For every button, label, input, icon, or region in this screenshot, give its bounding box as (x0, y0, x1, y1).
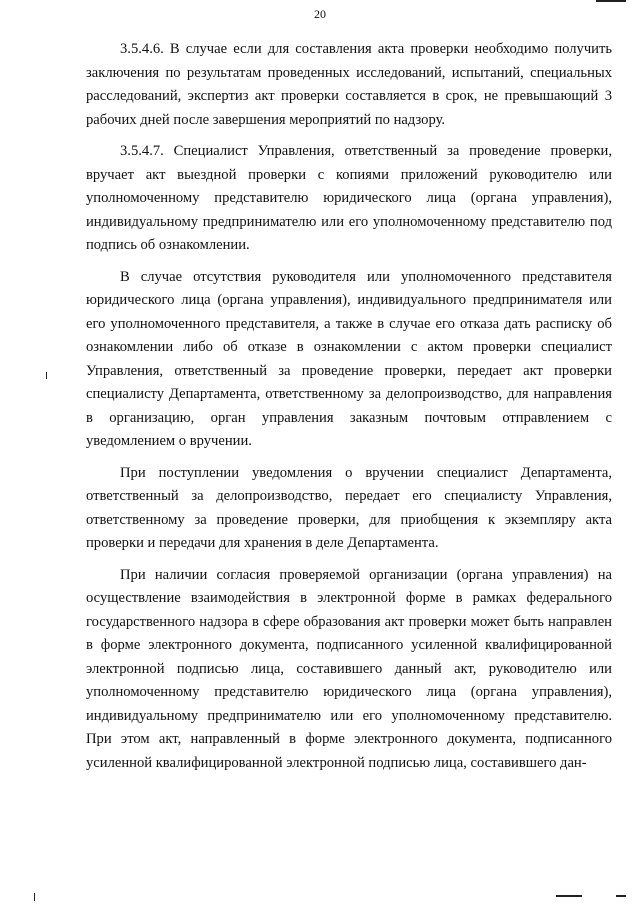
paragraph-3-5-4-6: 3.5.4.6. В случае если для составления акта проверки необходимо получить заключения по результатам проведенных исследований, испытаний, специальных расследований, экспертиз акт проверки составляется в срок, не превышающий 3 рабочих дней после завершения мероприятий по надзору. (86, 41, 612, 128)
scan-artifact-bottom-right (556, 895, 582, 897)
paragraph-absence-case: В случае отсутствия руководителя или уполномоченного представителя юридического лица (органа управления), индивидуального предпринимателя или его уполномоченного представителя, а также в случае его отказа дать расписку об ознакомлении либо об отказе в ознакомлении с актом проверки специалист Управления, ответственный за проведение проверки, передает акт проверки специалисту Департамента, ответственному за делопроизводство, для направления в организацию, орган управления заказным почтовым отправлением с уведомлением о вручении. (86, 268, 612, 449)
scan-artifact-left-margin (46, 372, 47, 379)
paragraph-electronic-form: При наличии согласия проверяемой организации (органа управления) на осуществление взаимодействия в электронной форме в рамках федерального государственного надзора в сфере образования акт проверки может быть направлен в форме электронного документа, подписанного усиленной квалифицированной электронной подписью лица, составившего данный акт, руководителю или уполномоченному представителю юридического лица (органа управления), индивидуальному предпринимателю или его уполномоченному представителю. При этом акт, направленный в форме электронного документа, подписанного усиленной квалифицированной электронной подписью лица, составившего дан- (86, 566, 612, 771)
paragraph-3-5-4-7: 3.5.4.7. Специалист Управления, ответственный за проведение проверки, вручает акт выездной проверки с копиями приложений руководителю или уполномоченному представителю юридического лица (органа управления), индивидуальному предпринимателю или его уполномоченному представителю под подпись об ознакомлении. (86, 143, 612, 253)
scan-artifact-top-right (596, 0, 626, 2)
paragraph-delivery-notice: При поступлении уведомления о вручении специалист Департамента, ответственный за делопроизводство, передает его специалисту Управления, ответственному за проведение проверки, для приобщения к экземпляру акта проверки и передачи для хранения в деле Департамента. (86, 464, 612, 551)
page-number: 20 (314, 7, 326, 21)
scan-artifact-bottom-right-small (616, 895, 626, 897)
document-body (86, 38, 612, 783)
scan-artifact-bottom-left (34, 893, 35, 901)
